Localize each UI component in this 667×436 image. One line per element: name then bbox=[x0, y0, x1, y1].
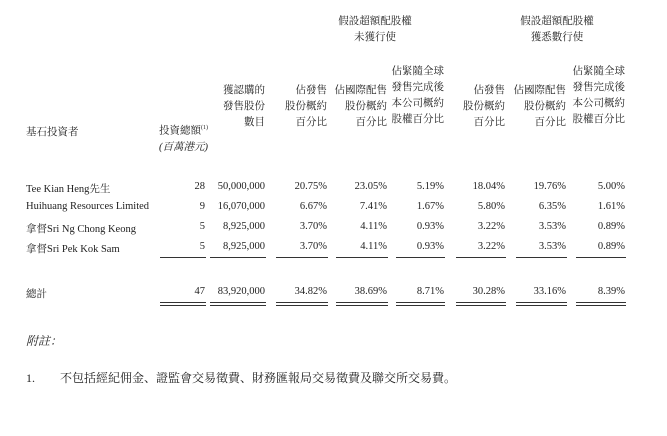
total-double-rule bbox=[336, 302, 388, 306]
cell-a2: 38.69% bbox=[354, 286, 387, 297]
header-line: 股份概約 bbox=[285, 101, 327, 112]
header-line: 百分比 bbox=[534, 117, 566, 128]
total-double-rule bbox=[160, 302, 206, 306]
header-line: 股份概約 bbox=[524, 101, 566, 112]
cell-b2: 3.53% bbox=[538, 221, 566, 232]
group-header-line: 未獲行使 bbox=[354, 32, 396, 43]
cell-shares: 8,925,000 bbox=[223, 241, 265, 252]
header-line: 百分比 bbox=[473, 117, 505, 128]
cell-a2: 23.05% bbox=[354, 181, 387, 192]
header-line: 發售股份 bbox=[223, 101, 265, 112]
header-line: 佔發售 bbox=[473, 85, 505, 96]
cell-b1: 30.28% bbox=[472, 286, 505, 297]
header-b-total-pct bbox=[565, 64, 625, 128]
cell-a3: 5.19% bbox=[416, 181, 444, 192]
subtotal-rule bbox=[576, 257, 626, 258]
table-row bbox=[0, 221, 667, 235]
cell-a1: 3.70% bbox=[299, 221, 327, 232]
cell-a2: 4.11% bbox=[360, 241, 387, 252]
cell-b1: 3.22% bbox=[477, 241, 505, 252]
cell-amount: 47 bbox=[194, 286, 205, 297]
cell-a2: 7.41% bbox=[359, 201, 387, 212]
header-line: 本公司概約 bbox=[391, 98, 444, 109]
header-amount bbox=[148, 120, 208, 156]
cell-b1: 5.80% bbox=[477, 201, 505, 212]
notes-heading: 附註： bbox=[26, 334, 63, 348]
cell-a3: 8.71% bbox=[416, 286, 444, 297]
header-line: 百分比 bbox=[355, 117, 387, 128]
header-investor: 基石投資者 bbox=[26, 127, 79, 138]
cell-b3: 5.00% bbox=[597, 181, 625, 192]
note-item bbox=[26, 369, 456, 386]
cell-a1: 34.82% bbox=[294, 286, 327, 297]
note-number: 1. bbox=[26, 371, 35, 385]
header-a-offer-pct bbox=[270, 83, 327, 131]
cell-a3: 0.93% bbox=[416, 241, 444, 252]
header-shares bbox=[205, 83, 265, 131]
note-text: 不包括經紀佣金、證監會交易徵費、財務匯報局交易徵費及聯交所交易費。 bbox=[60, 371, 457, 385]
subtotal-rule bbox=[160, 257, 206, 258]
investor-name: Tee Kian Heng先生 bbox=[26, 184, 111, 195]
header-line: 佔緊隨全球 bbox=[572, 66, 625, 77]
footnote-ref: (1) bbox=[201, 125, 208, 131]
subtotal-rule bbox=[516, 257, 567, 258]
group-header-not-exercised bbox=[300, 14, 450, 46]
cell-shares: 8,925,000 bbox=[223, 221, 265, 232]
group-header-line: 假設超額配股權 bbox=[338, 16, 412, 27]
cell-b3: 0.89% bbox=[597, 221, 625, 232]
cell-a3: 0.93% bbox=[416, 221, 444, 232]
header-line: 本公司概約 bbox=[572, 98, 625, 109]
header-line: 股份概約 bbox=[463, 101, 505, 112]
subtotal-rule bbox=[396, 257, 445, 258]
group-header-line: 獲悉數行使 bbox=[530, 32, 584, 43]
subtotal-rule bbox=[210, 257, 266, 258]
subtotal-rule bbox=[276, 257, 328, 258]
group-header-fully-exercised bbox=[482, 14, 632, 46]
cell-b2: 33.16% bbox=[533, 286, 566, 297]
cell-a1: 20.75% bbox=[294, 181, 327, 192]
header-b-intl-pct bbox=[500, 83, 566, 131]
total-double-rule bbox=[396, 302, 445, 306]
table-row bbox=[0, 241, 667, 255]
header-line: 發售完成後 bbox=[391, 82, 444, 93]
cell-amount: 28 bbox=[194, 181, 205, 192]
cell-b2: 6.35% bbox=[538, 201, 566, 212]
cell-amount: 5 bbox=[199, 221, 205, 232]
total-double-rule bbox=[576, 302, 626, 306]
group-header-line: 假設超額配股權 bbox=[520, 16, 594, 27]
subtotal-rule bbox=[456, 257, 506, 258]
header-line: 佔國際配售 bbox=[513, 85, 566, 96]
header-line: 佔發售 bbox=[295, 85, 327, 96]
header-line: 佔國際配售 bbox=[334, 85, 387, 96]
total-double-rule bbox=[276, 302, 328, 306]
table-row bbox=[0, 181, 667, 195]
header-line: 股權百分比 bbox=[572, 114, 625, 125]
cell-b3: 0.89% bbox=[597, 241, 625, 252]
cell-amount: 9 bbox=[199, 201, 205, 212]
cell-a3: 1.67% bbox=[416, 201, 444, 212]
cell-b3: 1.61% bbox=[597, 201, 625, 212]
cell-b3: 8.39% bbox=[597, 286, 625, 297]
total-double-rule bbox=[210, 302, 266, 306]
cell-shares: 16,070,000 bbox=[217, 201, 265, 212]
cell-shares: 83,920,000 bbox=[217, 286, 265, 297]
header-line: 百分比 bbox=[295, 117, 327, 128]
header-a-total-pct bbox=[384, 64, 444, 128]
cell-b1: 18.04% bbox=[472, 181, 505, 192]
cell-b2: 3.53% bbox=[538, 241, 566, 252]
header-line: 股權百分比 bbox=[391, 114, 444, 125]
investor-name: Huihuang Resources Limited bbox=[26, 201, 150, 212]
header-line: 獲認購的 bbox=[223, 85, 265, 96]
total-row bbox=[0, 286, 667, 300]
header-a-intl-pct bbox=[322, 83, 387, 131]
cell-a1: 3.70% bbox=[299, 241, 327, 252]
cell-b2: 19.76% bbox=[533, 181, 566, 192]
header-line: 佔緊隨全球 bbox=[391, 66, 444, 77]
header-line: 股份概約 bbox=[345, 101, 387, 112]
investor-name: 拿督Sri Ng Chong Keong bbox=[26, 224, 136, 235]
total-label: 總計 bbox=[26, 289, 47, 300]
cell-shares: 50,000,000 bbox=[217, 181, 265, 192]
header-amount-unit: (百萬港元) bbox=[159, 141, 208, 153]
subtotal-rule bbox=[336, 257, 388, 258]
header-b-offer-pct bbox=[448, 83, 505, 131]
cell-amount: 5 bbox=[199, 241, 205, 252]
cell-a1: 6.67% bbox=[299, 201, 327, 212]
cell-b1: 3.22% bbox=[477, 221, 505, 232]
total-double-rule bbox=[516, 302, 567, 306]
total-double-rule bbox=[456, 302, 506, 306]
investor-name: 拿督Sri Pek Kok Sam bbox=[26, 244, 120, 255]
header-amount-label: 投資總額 bbox=[159, 125, 201, 137]
cell-a2: 4.11% bbox=[360, 221, 387, 232]
header-line: 數目 bbox=[244, 117, 265, 128]
header-line: 發售完成後 bbox=[572, 82, 625, 93]
table-row bbox=[0, 201, 667, 215]
